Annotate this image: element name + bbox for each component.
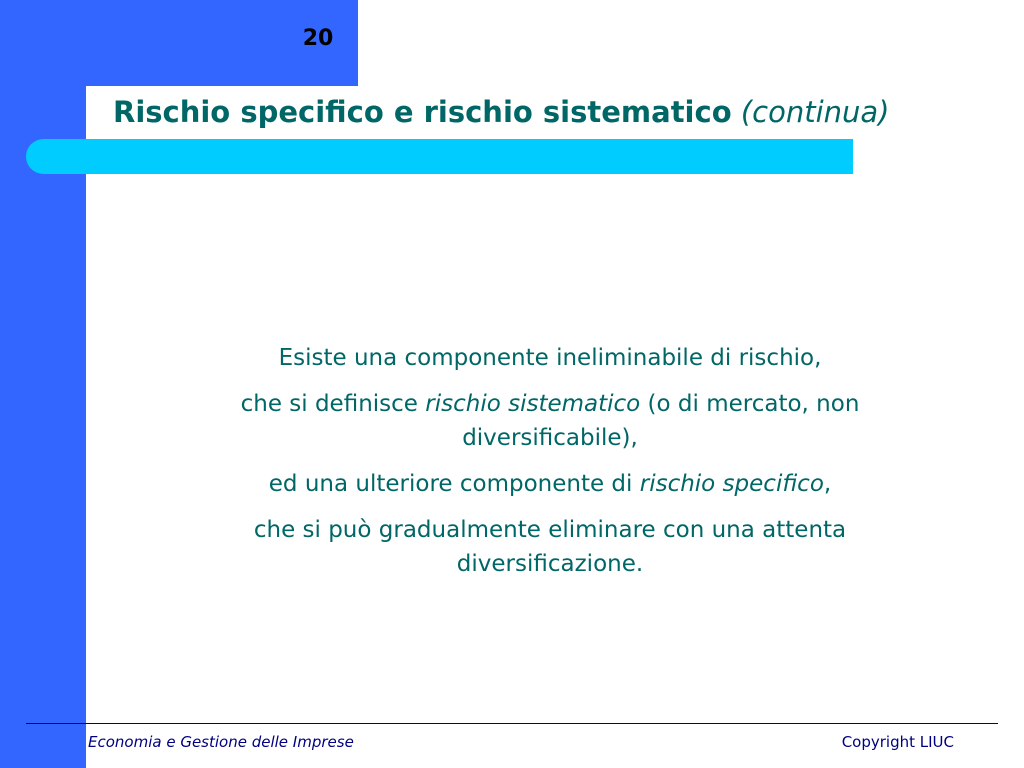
slide-title-main: Rischio specifico e rischio sistematico bbox=[113, 95, 732, 129]
content-line-2 bbox=[170, 387, 930, 455]
content-line-2-after: (o di mercato, non diversificabile), bbox=[462, 391, 860, 452]
footer-divider bbox=[26, 723, 998, 724]
content-line-2-before: che si definisce bbox=[240, 391, 426, 418]
cyan-title-band bbox=[26, 139, 853, 174]
content-line-3-after: , bbox=[823, 471, 832, 498]
slide-content bbox=[170, 341, 930, 593]
content-line-3-before: ed una ulteriore componente di bbox=[268, 471, 640, 498]
content-line-3-italic: rischio specifico bbox=[639, 471, 824, 498]
slide-title bbox=[113, 95, 933, 130]
content-rounded-corner bbox=[86, 174, 116, 204]
content-line-3 bbox=[170, 467, 930, 501]
slide-number: 20 bbox=[302, 26, 334, 51]
footer-copyright: Copyright LIUC bbox=[841, 733, 954, 751]
left-blue-bar bbox=[0, 0, 86, 768]
content-line-4: che si può gradualmente eliminare con una attenta diversificazione. bbox=[253, 517, 847, 578]
content-line-2-italic: rischio sistematico bbox=[425, 391, 641, 418]
slide-title-suffix: (continua) bbox=[740, 95, 890, 129]
content-line-1: Esiste una componente ineliminabile di rischio, bbox=[278, 345, 822, 371]
footer-course-name: Economia e Gestione delle Imprese bbox=[88, 733, 354, 751]
